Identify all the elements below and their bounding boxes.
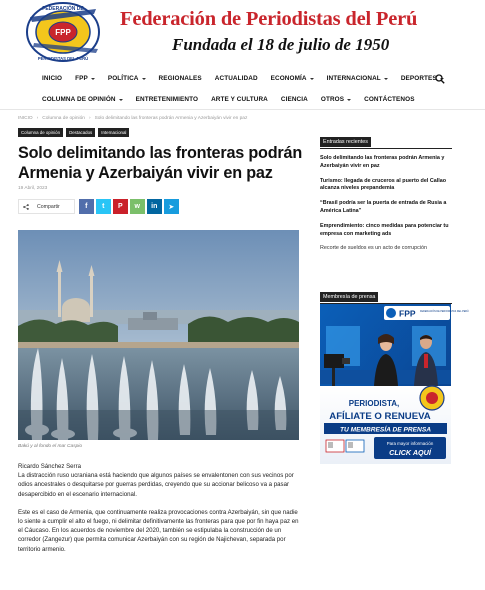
nav-item-actualidad[interactable] xyxy=(215,75,258,82)
nav-item-label: FPP xyxy=(75,75,88,82)
membership-ad-banner[interactable] xyxy=(320,304,469,474)
category-tags xyxy=(18,128,132,137)
nav-item-label: INTERNACIONAL xyxy=(326,75,381,82)
block-divider xyxy=(320,148,452,149)
article-photo[interactable] xyxy=(18,230,299,440)
nav-item-label: OTROS xyxy=(320,96,345,103)
nav-row-2 xyxy=(42,89,428,110)
pinterest-icon[interactable]: P xyxy=(113,199,128,214)
nav-row-1 xyxy=(42,68,457,89)
nav-item-contactenos[interactable] xyxy=(364,96,414,103)
share-icon xyxy=(23,204,29,210)
nav-item-otros[interactable] xyxy=(321,96,351,103)
svg-text:FPP: FPP xyxy=(55,28,71,37)
linkedin-icon[interactable]: in xyxy=(147,199,162,214)
nav-item-politica[interactable] xyxy=(108,75,146,82)
article-body xyxy=(18,462,300,563)
nav-item-label: COLUMNA DE OPINIÓN xyxy=(42,96,116,103)
nav-item-inicio[interactable] xyxy=(42,75,62,82)
sidebar-recent-posts xyxy=(320,130,452,260)
chevron-down-icon xyxy=(119,99,123,101)
chevron-down-icon xyxy=(347,99,351,101)
recent-posts-title: Entradas recientes xyxy=(320,137,371,147)
breadcrumb xyxy=(18,116,251,121)
nav-item-label: CONTÁCTENOS xyxy=(364,96,415,103)
article-paragraph: Este es el caso de Armenia, que continuamente realiza provocaciones contra Azerbaiyán, sin que nadie lo siente a cumplir el alto el fuego, ni delimitar definitivamente las fronteras para que por fin haya paz en el Cáucaso. En los acuerdos de noviembre del 2020, también se estipulaba la construcción de un corredor (Zangezur) que permita comunicar Azerbaiyán con su región de Najichevan, separada por territorio armenio. xyxy=(18,508,299,553)
breadcrumb-link: Solo delimitando las fronteras podrán Armenia y Azerbaiyán vivir en paz xyxy=(94,116,248,121)
main-navigation xyxy=(0,68,485,110)
category-tag-columna-de-opinion[interactable]: Columna de opinión xyxy=(18,128,63,137)
search-icon[interactable] xyxy=(435,74,445,84)
breadcrumb-separator: › xyxy=(36,116,39,121)
recent-post-link[interactable]: Emprendimiento: cinco medidas para potenciar tu empresa con marketing ads xyxy=(320,222,449,237)
nav-item-label: ARTE Y CULTURA xyxy=(211,96,268,103)
telegram-icon[interactable]: ➤ xyxy=(164,199,179,214)
nav-item-label: CIENCIA xyxy=(280,96,308,103)
nav-item-label: POLÍTICA xyxy=(107,75,139,82)
nav-item-label: ECONOMÍA xyxy=(270,75,307,82)
svg-text:AFÍLIATE O RENUEVA: AFÍLIATE O RENUEVA xyxy=(329,411,431,422)
article-paragraph: La distracción ruso ucraniana está haciendo que algunos países se envalentonen con sus vecinos por odios ancestrales o desquitarse por guerras perdidas, creyendo que su accionar belicoso va a pasar desapercibido en el escenario internacional. xyxy=(18,472,294,498)
share-label: Compartir xyxy=(37,203,60,210)
breadcrumb-link[interactable]: INICIO xyxy=(18,116,33,121)
whatsapp-icon[interactable]: w xyxy=(130,199,145,214)
svg-text:FEDERACIÓN DE PERIODISTAS DEL: FEDERACIÓN DE PERIODISTAS DEL PERÚ xyxy=(420,310,469,313)
svg-text:FEDERACIÓN DE: FEDERACIÓN DE xyxy=(42,6,84,12)
recent-post-link[interactable]: Turismo: llegada de cruceros al puerto del Callao alcanza niveles prepandemia xyxy=(320,177,447,192)
nav-item-label: INICIO xyxy=(42,75,63,82)
nav-item-label: ACTUALIDAD xyxy=(214,75,258,82)
svg-text:CLICK AQUÍ: CLICK AQUÍ xyxy=(389,448,431,457)
nav-item-economia[interactable] xyxy=(271,75,314,82)
chevron-down-icon xyxy=(142,78,146,80)
nav-item-columna-de-opinion[interactable] xyxy=(42,96,123,103)
nav-item-ciencia[interactable] xyxy=(281,96,308,103)
facebook-icon[interactable]: f xyxy=(79,199,94,214)
nav-item-entretenimiento[interactable] xyxy=(136,96,198,103)
svg-text:PERIODISTA,: PERIODISTA, xyxy=(348,399,400,408)
recent-post-link[interactable]: Recorte de sueldos es un acto de corrupción xyxy=(320,245,427,252)
svg-text:TU MEMBRESÍA DE PRENSA: TU MEMBRESÍA DE PRENSA xyxy=(340,426,431,434)
nav-item-regionales[interactable] xyxy=(159,75,202,82)
nav-item-internacional[interactable] xyxy=(327,75,388,82)
nav-item-label: DEPORTES xyxy=(400,75,437,82)
category-tag-destacados[interactable]: Destacados xyxy=(66,128,95,137)
fpp-logo[interactable] xyxy=(24,1,102,63)
breadcrumb-link[interactable]: Columna de opinión xyxy=(42,116,85,121)
svg-text:FPP: FPP xyxy=(399,308,416,319)
nav-item-label: ENTRETENIMIENTO xyxy=(135,96,199,103)
svg-text:PERIODISTAS DEL PERÚ: PERIODISTAS DEL PERÚ xyxy=(37,56,89,61)
recent-post-link[interactable]: “Brasil podría ser la puerta de entrada de Rusia a América Latina” xyxy=(320,200,447,214)
chevron-down-icon xyxy=(310,78,314,80)
nav-item-arte-y-cultura[interactable] xyxy=(211,96,268,103)
share-button[interactable] xyxy=(18,199,75,214)
breadcrumb-separator: › xyxy=(88,116,91,121)
site-header xyxy=(0,0,485,66)
share-bar xyxy=(18,199,181,214)
nav-item-label: REGIONALES xyxy=(158,75,202,82)
recent-post-link[interactable]: Solo delimitando las fronteras podrán Armenia y Azerbaiyán vivir en paz xyxy=(320,155,445,169)
article-title: Solo delimitando las fronteras podrán Armenia y Azerbaiyán vivir en paz xyxy=(18,144,303,182)
site-subtitle: Fundada el 18 de julio de 1950 xyxy=(172,35,390,54)
press-membership-title: Membresía de prensa xyxy=(320,292,378,302)
article-author: Ricardo Sánchez Serra xyxy=(18,463,81,470)
category-tag-internacional[interactable]: Internacional xyxy=(98,128,129,137)
svg-text:Para mayor información: Para mayor información xyxy=(386,441,434,446)
article-date: 19 Abril, 2023 xyxy=(18,186,48,191)
twitter-icon[interactable]: t xyxy=(96,199,111,214)
photo-caption: Bakú y al fondo el mar Caspio xyxy=(18,444,82,449)
site-title: Federación de Periodistas del Perú xyxy=(120,8,418,30)
nav-item-fpp[interactable] xyxy=(75,75,95,82)
chevron-down-icon xyxy=(91,78,95,80)
chevron-down-icon xyxy=(384,78,388,80)
